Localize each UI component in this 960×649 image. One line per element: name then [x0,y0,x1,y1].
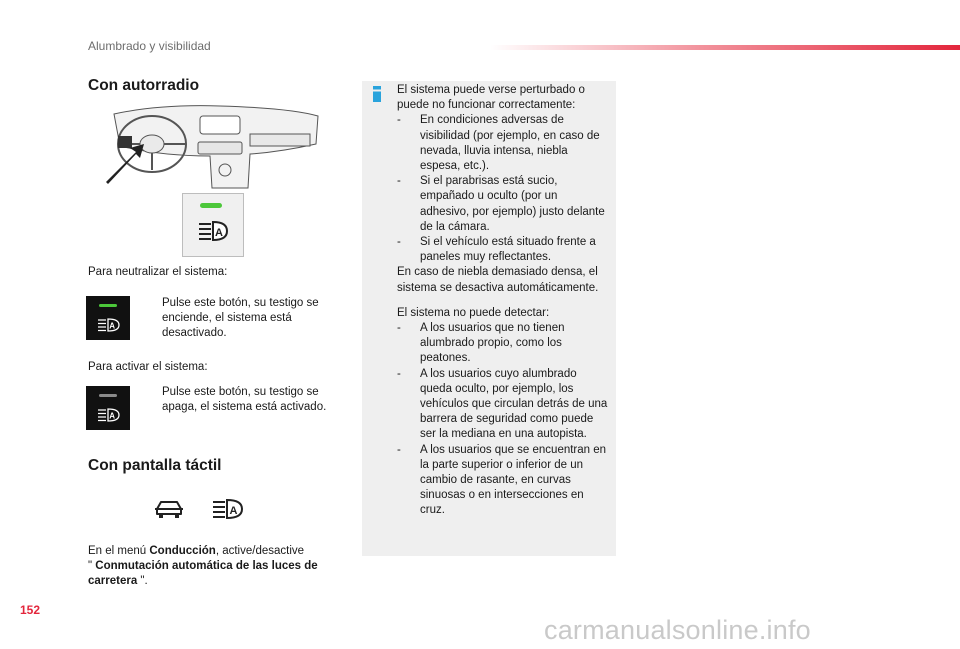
dashboard-illustration [100,104,324,190]
info-list-item [397,113,609,174]
info-list-item [397,367,609,443]
watermark: carmanualsonline.info [544,615,811,645]
svg-text:A: A [215,227,223,239]
dash-bullet: - [397,236,401,249]
info-item-text: Si el vehículo está situado frente a paneles muy reflectantes. [420,236,596,264]
dash-bullet: - [397,322,401,335]
info-item-text: A los usuarios que no tienen alumbrado propio, como los peatones. [420,322,565,365]
info-item-text: En condiciones adversas de visibilidad (por ejemplo, en caso de nevada, lluvia intensa, niebla espesa, etc.). [420,114,600,173]
svg-text:A: A [229,505,238,517]
info-list-item [397,235,609,265]
quote-open: " [88,560,96,572]
section-title-autorradio: Con autorradio [88,77,200,94]
info-item-text: A los usuarios que se encuentran en la parte superior o inferior de un cambio de rasante, en curvas sinuosas o en intersecciones en cruz. [420,443,607,517]
dash-bullet: - [397,367,401,380]
menu-name: Conducción [149,545,216,557]
dash-bullet: - [397,443,401,456]
autorradio-button-neutralize [86,296,130,340]
dash-bullet: - [397,175,401,188]
button-zoom-panel [182,193,244,257]
led-indicator-off [99,394,117,397]
activate-label: Para activar el sistema: [88,361,208,373]
info-text [397,83,609,519]
info-item-text: A los usuarios cuyo alumbrado queda oculto, por ejemplo, los vehículos que circulan detrás de una barrera de seguridad como puede ser la mediana en una autopista. [420,367,608,441]
info-icon [373,86,381,102]
page-number: 152 [20,603,41,617]
section-title-pantalla: Con pantalla táctil [88,457,222,474]
svg-text:A: A [109,411,116,421]
auto-high-beam-icon [197,220,231,242]
driving-car-icon [153,499,185,519]
header-accent-bar [490,45,960,50]
touchscreen-instruction [88,544,338,589]
quote-close: ". [137,575,148,587]
neutralize-instruction [142,296,332,341]
auto-high-beam-icon [97,318,121,332]
setting-name: Conmutación automática de las luces de carretera [88,560,318,587]
info-fog-note: En caso de niebla demasiado densa, el sistema se desactiva automáticamente. [397,266,599,294]
dash-bullet: - [397,114,401,127]
bullet-arrow-icon [142,385,162,415]
svg-text:A: A [109,321,116,331]
info-detect-intro: El sistema no puede detectar: [397,306,550,319]
activate-instruction [142,385,342,415]
activate-bullet-text: Pulse este botón, su testigo se apaga, el sistema está activado. [162,386,327,413]
bullet-arrow-icon [142,296,162,341]
auto-high-beam-icon [211,498,245,520]
led-indicator-on [99,304,117,307]
info-list-item [397,321,609,367]
led-indicator-on [200,203,222,208]
info-list-item [397,174,609,235]
info-item-text: Si el parabrisas está sucio, empañado u oculto (por un adhesivo, por ejemplo) justo delante de la cámara. [420,175,605,233]
autorradio-button-activate [86,386,130,430]
info-intro: El sistema puede verse perturbado o puede no funcionar correctamente: [397,84,585,112]
info-list-item [397,443,609,519]
menu-prefix: En el menú [88,545,150,557]
auto-high-beam-icon [97,408,121,422]
menu-middle: , active/desactive [215,545,305,557]
neutralize-label: Para neutralizar el sistema: [88,266,228,278]
neutralize-bullet-text: Pulse este botón, su testigo se enciende, el sistema está desactivado. [162,297,319,339]
header-section-title: Alumbrado y visibilidad [88,39,211,53]
